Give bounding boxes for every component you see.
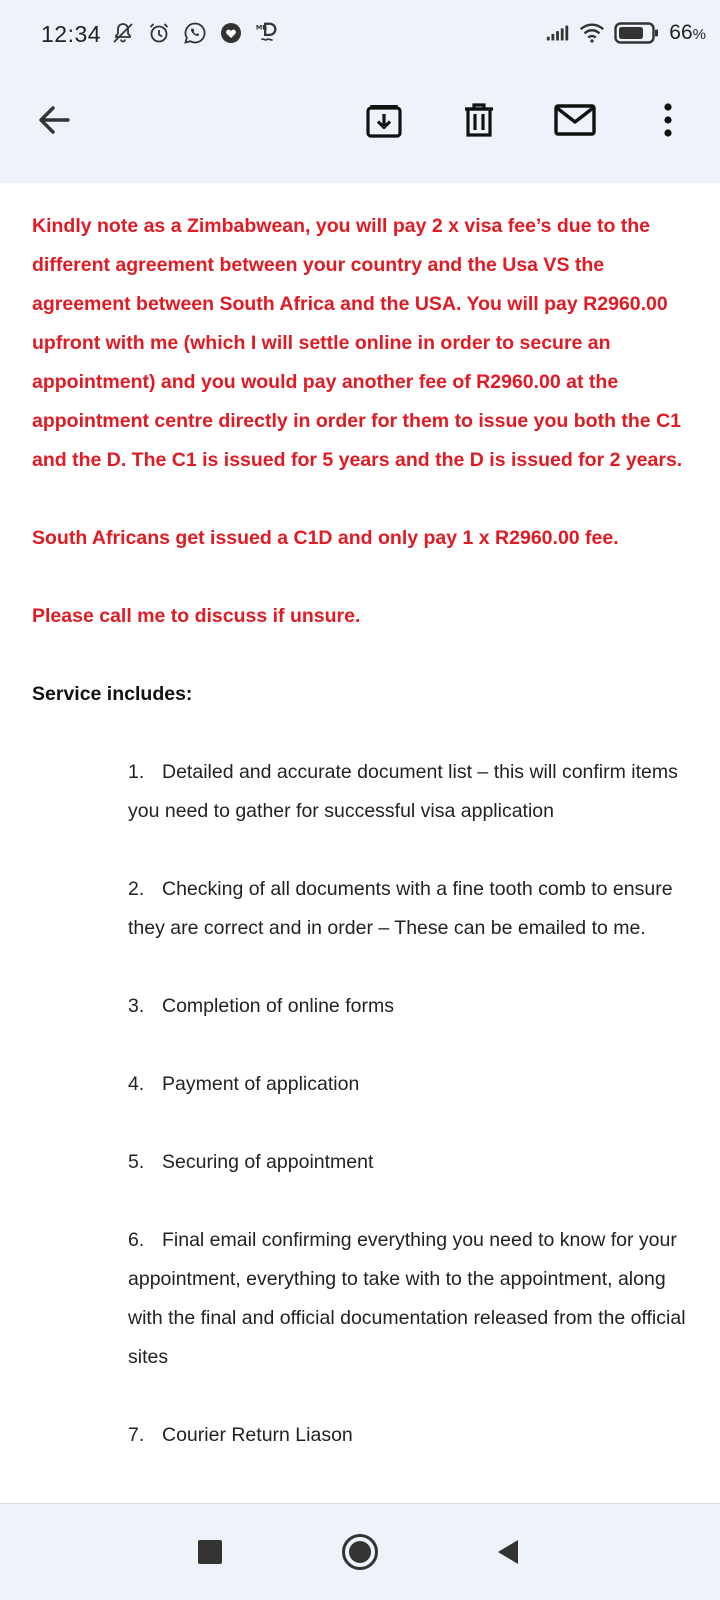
status-icons-left bbox=[110, 20, 280, 46]
back-arrow-icon bbox=[34, 100, 74, 140]
whatsapp-icon bbox=[182, 20, 208, 46]
list-item: 2. Checking of all documents with a fine tooth comb to ensure they are correct and in order – These can be emailed to me. bbox=[128, 878, 673, 939]
system-back-button[interactable] bbox=[482, 1526, 534, 1578]
more-options-button[interactable] bbox=[640, 92, 696, 148]
mr-d-app-icon bbox=[254, 20, 280, 46]
email-toolbar bbox=[0, 70, 720, 183]
list-item: 1. Detailed and accurate document list – this will confirm items you need to gather for successful visa application bbox=[128, 761, 678, 822]
status-time: 12:34 bbox=[41, 21, 102, 47]
mark-unread-icon bbox=[553, 100, 597, 140]
archive-button[interactable] bbox=[356, 92, 412, 148]
wifi-icon bbox=[579, 20, 605, 46]
alarm-icon bbox=[146, 20, 172, 46]
delete-icon bbox=[459, 100, 499, 140]
home-circle-icon bbox=[340, 1532, 380, 1572]
email-paragraph-south-africans: South Africans get issued a C1D and only pay 1 x R2960.00 fee. bbox=[32, 527, 619, 549]
system-nav-bar bbox=[0, 1503, 720, 1600]
status-bar bbox=[0, 0, 720, 70]
recents-square-icon bbox=[195, 1537, 225, 1567]
notifications-muted-icon bbox=[110, 20, 136, 46]
signal-icon bbox=[545, 20, 571, 46]
heart-badge-icon bbox=[218, 20, 244, 46]
battery-icon bbox=[613, 20, 661, 46]
email-body[interactable] bbox=[0, 183, 720, 1503]
mark-unread-button[interactable] bbox=[547, 92, 603, 148]
service-list bbox=[128, 753, 688, 1494]
list-item: 4. Payment of application bbox=[128, 1073, 360, 1095]
status-icons-right bbox=[545, 20, 706, 46]
svg-text:MR: MR bbox=[255, 23, 268, 32]
delete-button[interactable] bbox=[451, 92, 507, 148]
battery-percent: 66% bbox=[669, 21, 706, 44]
list-item: 5. Securing of appointment bbox=[128, 1151, 374, 1173]
list-item: 3. Completion of online forms bbox=[128, 995, 394, 1017]
archive-icon bbox=[364, 100, 404, 140]
more-vert-icon bbox=[658, 100, 678, 140]
home-button[interactable] bbox=[334, 1526, 386, 1578]
list-item: 6. Final email confirming everything you need to know for your appointment, everything to take with to the appointment, along with the final and official documentation released from the official sites bbox=[128, 1229, 686, 1368]
email-paragraph-fee-note: Kindly note as a Zimbabwean, you will pay 2 x visa fee’s due to the different agreement between your country and the Usa VS the agreement between South Africa and the USA. You will pay R2960.00 upfront with me (which I will settle online in order to secure an appointment) and you would pay another fee of R2960.00 at the appointment centre directly in order for them to issue you both the C1 and the D. The C1 is issued for 5 years and the D is issued for 2 years. bbox=[32, 215, 683, 471]
list-item: 7. Courier Return Liason bbox=[128, 1424, 353, 1446]
recents-button[interactable] bbox=[184, 1526, 236, 1578]
back-button[interactable] bbox=[26, 92, 82, 148]
service-heading: Service includes: bbox=[32, 683, 193, 705]
back-triangle-icon bbox=[493, 1537, 523, 1567]
email-paragraph-call: Please call me to discuss if unsure. bbox=[32, 605, 361, 627]
